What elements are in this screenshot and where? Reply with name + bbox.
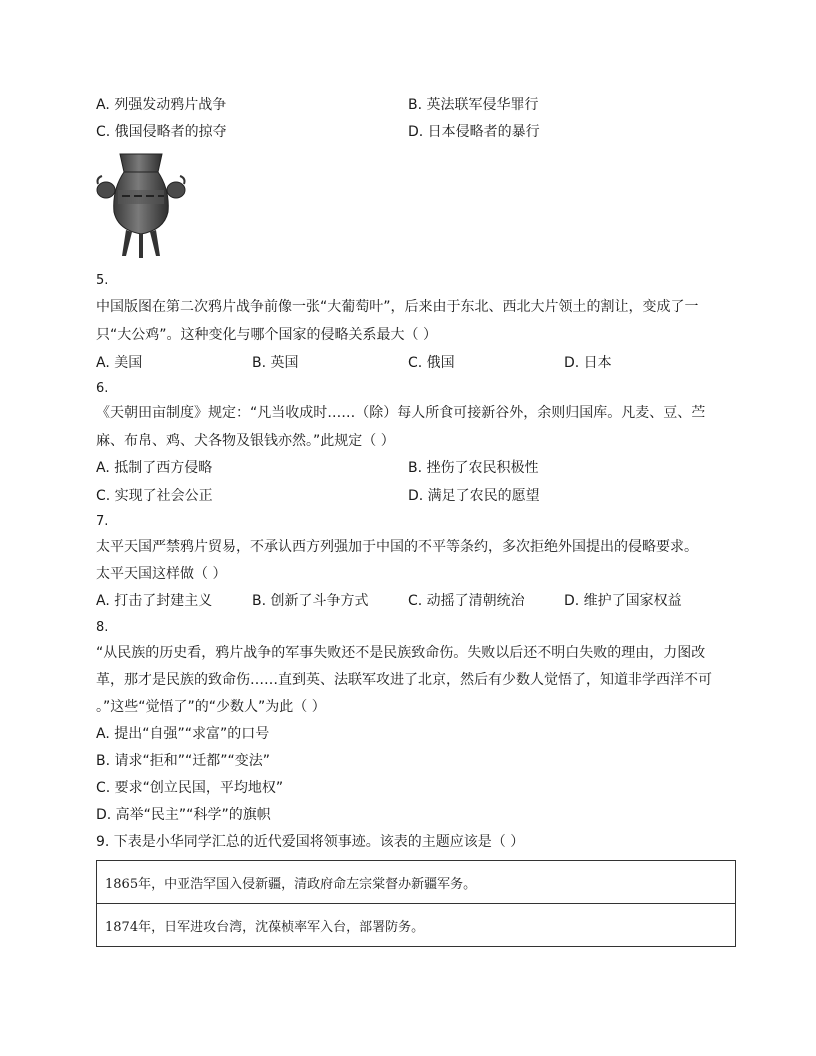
q9-stem: 9. 下表是小华同学汇总的近代爱国将领事迹。该表的主题应该是（ ） (96, 834, 525, 850)
q7-option-c[interactable]: C. 动摇了清朝统治 (408, 593, 525, 609)
q4-option-a[interactable]: A. 列强发动鸦片战争 (96, 97, 227, 113)
q8-option-a[interactable]: A. 提出“自强”“求富”的口号 (96, 726, 270, 742)
table-row (97, 904, 736, 947)
table-row (97, 861, 736, 904)
q8-stem-line-3: 。”这些“觉悟了”的“少数人”为此（ ） (96, 699, 326, 715)
q6-number: 6. (96, 381, 109, 396)
q5-option-c[interactable]: C. 俄国 (408, 355, 455, 371)
bronze-vessel-image (96, 150, 186, 260)
q7-option-d[interactable]: D. 维护了国家权益 (564, 593, 682, 609)
q5-option-b[interactable]: B. 英国 (252, 355, 299, 371)
q4-option-d[interactable]: D. 日本侵略者的暴行 (408, 124, 540, 140)
q5-option-d[interactable]: D. 日本 (564, 355, 612, 371)
q7-stem-line-1: 太平天国严禁鸦片贸易，不承认西方列强加于中国的不平等条约，多次拒绝外国提出的侵略要求。 (96, 539, 698, 555)
q4-option-b[interactable]: B. 英法联军侵华罪行 (408, 97, 539, 113)
q8-option-b[interactable]: B. 请求“拒和”“迁都”“变法” (96, 753, 271, 769)
q7-number: 7. (96, 514, 109, 529)
q6-stem-line-2: 麻、布帛、鸡、犬各物及银钱亦然。”此规定（ ） (96, 433, 395, 449)
q6-option-d[interactable]: D. 满足了农民的愿望 (408, 488, 540, 504)
q8-option-d[interactable]: D. 高举“民主”“科学”的旗帜 (96, 807, 271, 823)
table-cell: 1874年，日军进攻台湾，沈葆桢率军入台，部署防务。 (97, 904, 736, 947)
q7-option-b[interactable]: B. 创新了斗争方式 (252, 593, 369, 609)
q7-stem-line-2: 太平天国这样做（ ） (96, 566, 227, 582)
q5-number: 5. (96, 273, 109, 288)
q8-stem-line-1: “从民族的历史看，鸦片战争的军事失败还不是民族致命伤。失败以后还不明白失败的理由，力图改 (96, 645, 706, 661)
q5-option-a[interactable]: A. 美国 (96, 355, 143, 371)
q8-stem-line-2: 革，那才是民族的致命伤……直到英、法联军攻进了北京，然后有少数人觉悟了，知道非学西洋不可 (96, 672, 712, 688)
q6-stem-line-1: 《天朝田亩制度》规定：“凡当收成时……（除）每人所食可接新谷外，余则归国库。凡麦、豆、苎 (96, 405, 706, 421)
q5-stem-line-1: 中国版图在第二次鸦片战争前像一张“大葡萄叶”，后来由于东北、西北大片领土的割让，变成了一 (96, 299, 699, 315)
q8-number: 8. (96, 620, 109, 635)
q9-table (96, 860, 736, 947)
table-cell: 1865年，中亚浩罕国入侵新疆，清政府命左宗棠督办新疆军务。 (97, 861, 736, 904)
q7-option-a[interactable]: A. 打击了封建主义 (96, 593, 213, 609)
q8-option-c[interactable]: C. 要求“创立民国，平均地权” (96, 780, 284, 796)
q6-option-a[interactable]: A. 抵制了西方侵略 (96, 460, 213, 476)
q6-option-c[interactable]: C. 实现了社会公正 (96, 488, 213, 504)
q5-stem-line-2: 只“大公鸡”。这种变化与哪个国家的侵略关系最大（ ） (96, 327, 437, 343)
q6-option-b[interactable]: B. 挫伤了农民积极性 (408, 460, 539, 476)
q4-option-c[interactable]: C. 俄国侵略者的掠夺 (96, 124, 227, 140)
